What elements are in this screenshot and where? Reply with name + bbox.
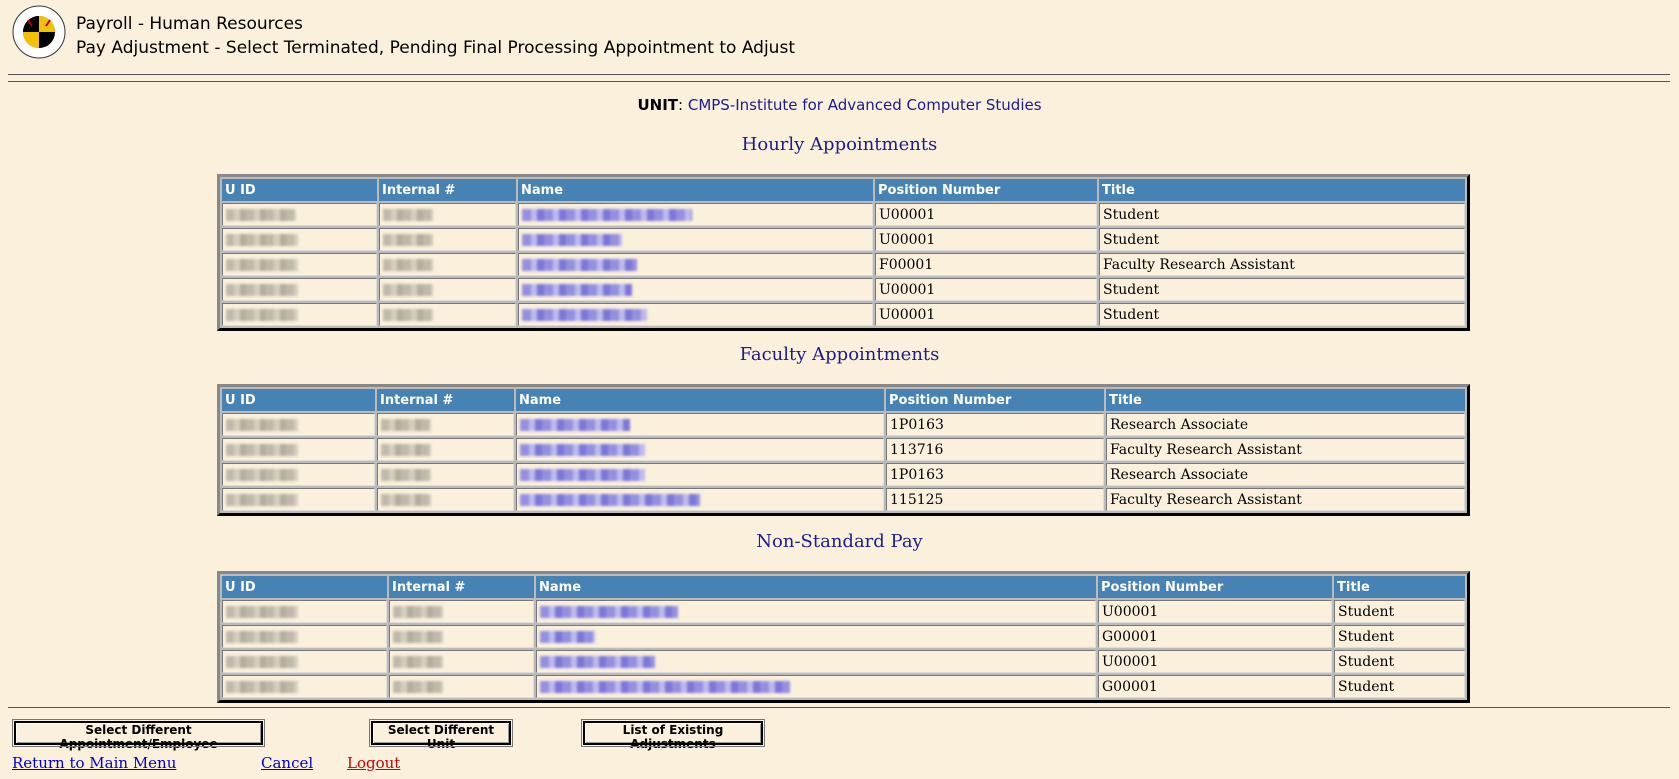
section-title-hourly: Hourly Appointments [741,134,938,155]
uid-cell-redacted [222,438,375,461]
section-title-nonstandard: Non-Standard Pay [756,531,923,552]
uid-cell-redacted [222,488,375,511]
cancel-link[interactable]: Cancel [261,754,314,772]
uid-cell-redacted [222,600,387,623]
col-position: Position Number [886,389,1104,411]
position-cell: 113716 [886,438,1104,461]
uid-cell-redacted [222,253,377,276]
internal-cell-redacted [389,600,534,623]
position-cell: U00001 [875,203,1097,226]
unit-label: UNIT [637,96,679,114]
table-row [222,463,1465,486]
internal-cell-redacted [377,463,514,486]
title-cell: Student [1334,675,1465,698]
top-divider-2 [8,81,1670,82]
list-existing-adjustments-button[interactable]: List of Existing Adjustments [583,721,763,745]
position-cell: U00001 [875,278,1097,301]
name-link-redacted[interactable] [516,463,884,486]
col-uid: U ID [222,179,377,201]
internal-cell-redacted [379,228,516,251]
position-cell: U00001 [875,228,1097,251]
name-link-redacted[interactable] [518,253,873,276]
uid-cell-redacted [222,303,377,326]
university-seal-logo [10,4,72,60]
uid-cell-redacted [222,413,375,436]
name-link-redacted[interactable] [516,438,884,461]
non-standard-pay-table [217,571,1470,703]
position-cell: 1P0163 [886,463,1104,486]
title-cell: Student [1099,303,1465,326]
table-row [222,600,1465,623]
position-cell: G00001 [1098,675,1332,698]
name-link-redacted[interactable] [536,650,1096,673]
faculty-appointments-table [217,384,1470,516]
table-row [222,228,1465,251]
table-row [222,253,1465,276]
unit-value: CMPS-Institute for Advanced Computer Studies [687,96,1042,114]
uid-cell-redacted [222,625,387,648]
position-cell: 1P0163 [886,413,1104,436]
col-name: Name [516,389,884,411]
col-uid: U ID [222,576,387,598]
internal-cell-redacted [377,438,514,461]
title-cell: Student [1099,278,1465,301]
hourly-appointments-table [217,174,1470,331]
title-cell: Student [1099,203,1465,226]
uid-cell-redacted [222,228,377,251]
table-row [222,303,1465,326]
uid-cell-redacted [222,650,387,673]
uid-cell-redacted [222,203,377,226]
section-title-faculty: Faculty Appointments [739,344,940,365]
title-cell: Student [1334,600,1465,623]
page-title: Pay Adjustment - Select Terminated, Pending Final Processing Appointment to Adjust [76,38,795,58]
uid-cell-redacted [222,463,375,486]
name-link-redacted[interactable] [536,600,1096,623]
table-row [222,438,1465,461]
page-header [10,4,1670,62]
col-internal: Internal # [389,576,534,598]
name-link-redacted[interactable] [518,228,873,251]
col-internal: Internal # [377,389,514,411]
unit-line: UNIT: CMPS-Institute for Advanced Computer Studies [637,96,1042,114]
internal-cell-redacted [379,278,516,301]
table-header-row [222,179,1465,201]
app-title: Payroll - Human Resources [76,14,303,34]
uid-cell-redacted [222,278,377,301]
name-link-redacted[interactable] [518,203,873,226]
table-row [222,675,1465,698]
col-position: Position Number [1098,576,1332,598]
name-link-redacted[interactable] [516,488,884,511]
position-cell: U00001 [1098,600,1332,623]
position-cell: 115125 [886,488,1104,511]
table-row [222,413,1465,436]
col-title: Title [1099,179,1465,201]
name-link-redacted[interactable] [516,413,884,436]
internal-cell-redacted [389,650,534,673]
header-titles [76,12,795,60]
logout-link[interactable]: Logout [347,754,401,772]
position-cell: F00001 [875,253,1097,276]
table-row [222,488,1465,511]
position-cell: G00001 [1098,625,1332,648]
col-name: Name [536,576,1096,598]
position-cell: U00001 [1098,650,1332,673]
name-link-redacted[interactable] [536,625,1096,648]
table-header-row [222,576,1465,598]
col-title: Title [1334,576,1465,598]
internal-cell-redacted [389,625,534,648]
internal-cell-redacted [379,303,516,326]
title-cell: Faculty Research Assistant [1099,253,1465,276]
table-row [222,650,1465,673]
name-link-redacted[interactable] [518,303,873,326]
name-link-redacted[interactable] [536,675,1096,698]
title-cell: Student [1334,625,1465,648]
internal-cell-redacted [377,413,514,436]
return-to-main-menu-link[interactable]: Return to Main Menu [12,754,177,772]
internal-cell-redacted [379,203,516,226]
title-cell: Faculty Research Assistant [1106,488,1465,511]
name-link-redacted[interactable] [518,278,873,301]
select-different-unit-button[interactable]: Select Different Unit [371,721,511,745]
table-header-row [222,389,1465,411]
col-position: Position Number [875,179,1097,201]
title-cell: Student [1334,650,1465,673]
col-uid: U ID [222,389,375,411]
col-title: Title [1106,389,1465,411]
uid-cell-redacted [222,675,387,698]
col-name: Name [518,179,873,201]
col-internal: Internal # [379,179,516,201]
table-row [222,625,1465,648]
title-cell: Faculty Research Assistant [1106,438,1465,461]
select-different-appointment-button[interactable]: Select Different Appointment/Employee [14,721,263,745]
top-divider [8,74,1670,75]
title-cell: Research Associate [1106,463,1465,486]
table-row [222,203,1465,226]
title-cell: Student [1099,228,1465,251]
title-cell: Research Associate [1106,413,1465,436]
internal-cell-redacted [379,253,516,276]
position-cell: U00001 [875,303,1097,326]
internal-cell-redacted [389,675,534,698]
bottom-divider [8,707,1670,708]
table-row [222,278,1465,301]
internal-cell-redacted [377,488,514,511]
